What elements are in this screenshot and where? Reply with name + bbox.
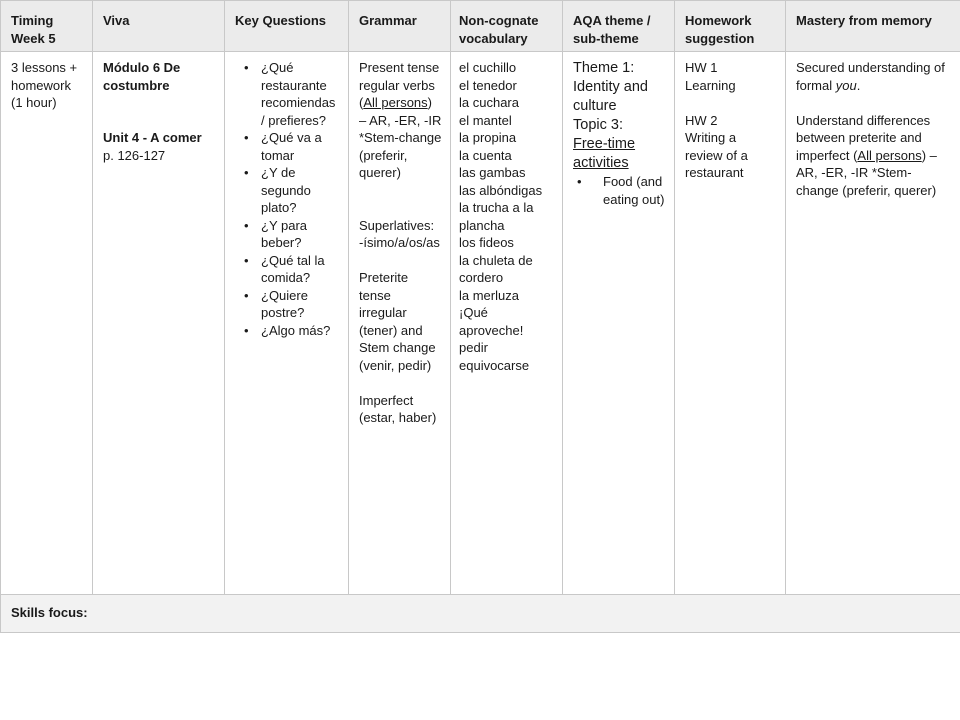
- key-questions-list: [235, 59, 340, 339]
- header-mastery: Mastery from memory: [786, 1, 960, 52]
- list-item: • ¿Qué restaurante recomiendas / prefieres?: [261, 59, 340, 129]
- list-item: • Food (and eating out): [603, 173, 666, 208]
- hw2-title: HW 2: [685, 112, 718, 128]
- list-item: la cuchara: [459, 95, 519, 110]
- skills-focus-cell: [1, 595, 960, 633]
- list-item: el tenedor: [459, 77, 517, 93]
- header-homework: Homework suggestion: [675, 1, 786, 52]
- viva-unit: Unit 4 - A comer p. 126-127: [103, 130, 202, 163]
- header-timing: Timing Week 5: [1, 1, 93, 52]
- header-key-questions: Key Questions: [225, 1, 349, 52]
- skills-focus-label: Skills focus:: [11, 605, 88, 620]
- list-item: ¡Qué aproveche!: [459, 305, 524, 338]
- list-item: las albóndigas: [459, 182, 543, 198]
- topic-title: Free-time activities: [573, 136, 636, 171]
- list-item: • ¿Y de segundo plato?: [261, 164, 340, 217]
- theme-bullet-list: [573, 173, 666, 208]
- mastery-formal-you: Secured understanding of formal you.: [796, 60, 945, 93]
- header-vocabulary: Non-cognate vocabulary: [451, 1, 563, 52]
- hw1-text: Learning: [685, 77, 736, 93]
- list-item: • ¿Qué va a tomar: [261, 129, 340, 164]
- list-item: la propina: [459, 130, 517, 145]
- viva-module: Módulo 6 De costumbre: [103, 60, 181, 93]
- list-item: el mantel: [459, 112, 512, 128]
- list-item: equivocarse: [459, 357, 530, 373]
- list-item: la chuleta de cordero: [459, 252, 533, 285]
- timing-cell: [1, 52, 93, 595]
- viva-cell: [93, 52, 225, 595]
- list-item: • ¿Algo más?: [261, 322, 340, 340]
- aqa-theme-cell: [563, 52, 675, 595]
- list-item: los fideos: [459, 235, 514, 250]
- list-item: pedir: [459, 340, 488, 355]
- mastery-cell: [786, 52, 960, 595]
- topic-label: Topic 3:: [573, 117, 623, 133]
- grammar-preterite: Preterite tense irregular (tener) and Stem change (venir, pedir): [359, 270, 436, 373]
- grammar-present: Present tense regular verbs (All persons) – AR, -ER, -IR *Stem-change (preferir, querer): [359, 60, 442, 180]
- list-item: el cuchillo: [459, 60, 517, 75]
- mastery-preterite-imperfect: Understand differences between preterite and imperfect (All persons) –AR, -ER, -IR *Stem-change (preferir, querer): [796, 112, 937, 198]
- hw1-title: HW 1: [685, 60, 718, 75]
- list-item: la merluza: [459, 287, 519, 303]
- grammar-cell: [349, 52, 451, 595]
- lesson-row: [1, 52, 960, 595]
- vocabulary-cell: [451, 52, 563, 595]
- list-item: • ¿Qué tal la comida?: [261, 252, 340, 287]
- grammar-superlatives: Superlatives: -ísimo/a/os/as: [359, 217, 440, 250]
- header-aqa-theme: AQA theme / sub-theme: [563, 1, 675, 52]
- list-item: • ¿Y para beber?: [261, 217, 340, 252]
- key-questions-cell: [225, 52, 349, 595]
- theme-title: Theme 1: Identity and culture: [573, 60, 648, 114]
- skills-focus-row: [1, 595, 960, 633]
- timing-text: 3 lessons + homework (1 hour): [11, 60, 78, 110]
- header-viva: Viva: [93, 1, 225, 52]
- homework-cell: [675, 52, 786, 595]
- list-item: • ¿Quiere postre?: [261, 287, 340, 322]
- hw2-text: Writing a review of a restaurant: [685, 130, 748, 180]
- header-grammar: Grammar: [349, 1, 451, 52]
- header-row: [1, 1, 960, 52]
- list-item: la trucha a la plancha: [459, 200, 534, 233]
- list-item: la cuenta: [459, 147, 512, 163]
- grammar-imperfect: Imperfect (estar, haber): [359, 392, 437, 425]
- list-item: las gambas: [459, 165, 526, 180]
